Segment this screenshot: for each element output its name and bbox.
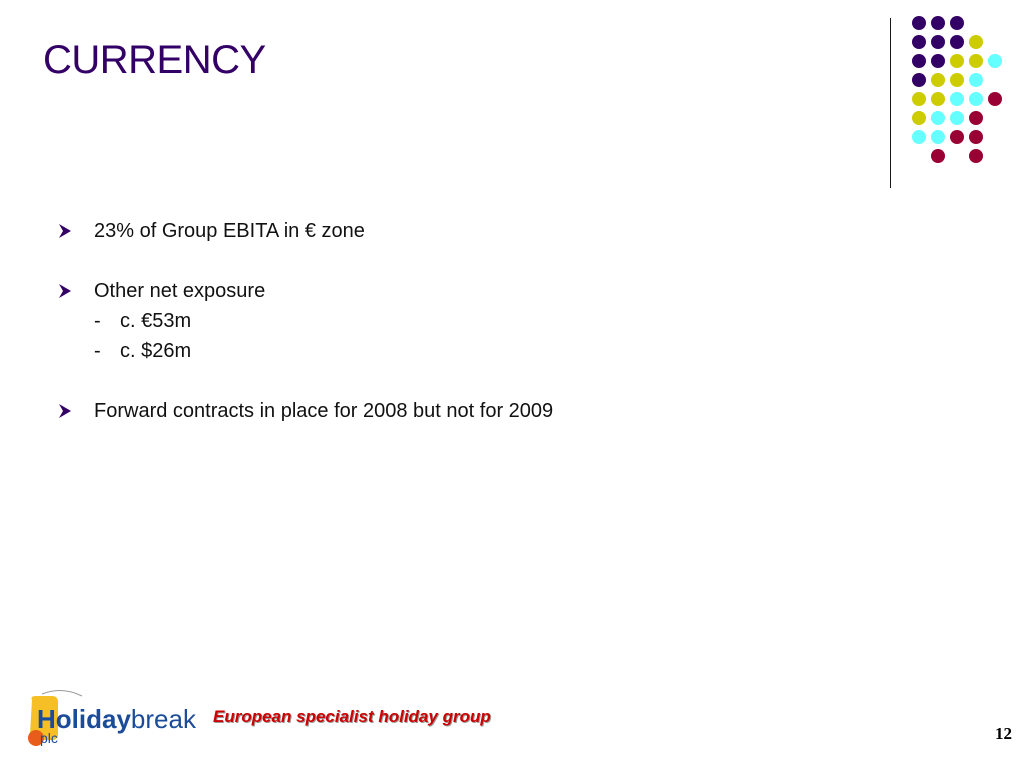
decor-dot: [912, 111, 926, 125]
sub-item-text: c. €53m: [120, 310, 192, 332]
bullet-text: 23% of Group EBITA in € zone: [94, 220, 365, 242]
dot-grid-decoration: [0, 0, 1024, 200]
bullet-item: [56, 276, 553, 306]
decor-dot: [912, 73, 926, 87]
decor-dot: [969, 130, 983, 144]
bullet-text: Forward contracts in place for 2008 but not for 2009: [94, 400, 554, 422]
decor-dot: [931, 73, 945, 87]
decor-dot: [988, 92, 1002, 106]
slide-title: CURRENCY: [43, 38, 266, 82]
sub-item-text: c. $26m: [120, 340, 192, 362]
decor-dot: [950, 54, 964, 68]
decor-dot: [950, 130, 964, 144]
decor-dot: [950, 92, 964, 106]
decor-dot: [969, 54, 983, 68]
decor-dot: [931, 130, 945, 144]
decor-dot: [931, 35, 945, 49]
decor-dot: [931, 54, 945, 68]
arrow-bullet-icon: [58, 283, 72, 299]
decor-dot: [912, 92, 926, 106]
decor-dot: [931, 111, 945, 125]
decor-dot: [950, 35, 964, 49]
logo-wordmark: [37, 704, 196, 735]
arrow-bullet-icon: [58, 223, 72, 239]
footer-tagline: European specialist holiday group: [213, 707, 491, 726]
decor-dot: [950, 16, 964, 30]
sub-item-dash: -: [94, 310, 101, 332]
decor-dot: [969, 149, 983, 163]
decor-dot: [969, 111, 983, 125]
bullet-text: Other net exposure: [94, 280, 266, 302]
decor-dot: [912, 54, 926, 68]
decor-dot: [912, 130, 926, 144]
page-number: 12: [995, 724, 1012, 743]
logo-word-light: break: [130, 704, 196, 734]
decor-dot: [931, 92, 945, 106]
logo-plc: plc: [40, 730, 58, 746]
arrow-bullet-icon: [58, 403, 72, 419]
sub-item-dash: -: [94, 340, 101, 362]
header-divider: [890, 18, 891, 188]
logo-word-bold: Holiday: [37, 704, 131, 734]
decor-dot: [950, 111, 964, 125]
bullet-list: [56, 216, 553, 426]
bullet-item: [56, 396, 553, 426]
bullet-item: [56, 216, 553, 246]
decor-dot: [988, 54, 1002, 68]
sub-item: [56, 336, 553, 366]
decor-dot: [969, 92, 983, 106]
decor-dot: [931, 16, 945, 30]
decor-dot: [931, 149, 945, 163]
decor-dot: [969, 35, 983, 49]
decor-dot: [912, 35, 926, 49]
decor-dot: [969, 73, 983, 87]
decor-dot: [912, 16, 926, 30]
decor-dot: [950, 73, 964, 87]
sub-item: [56, 306, 553, 336]
